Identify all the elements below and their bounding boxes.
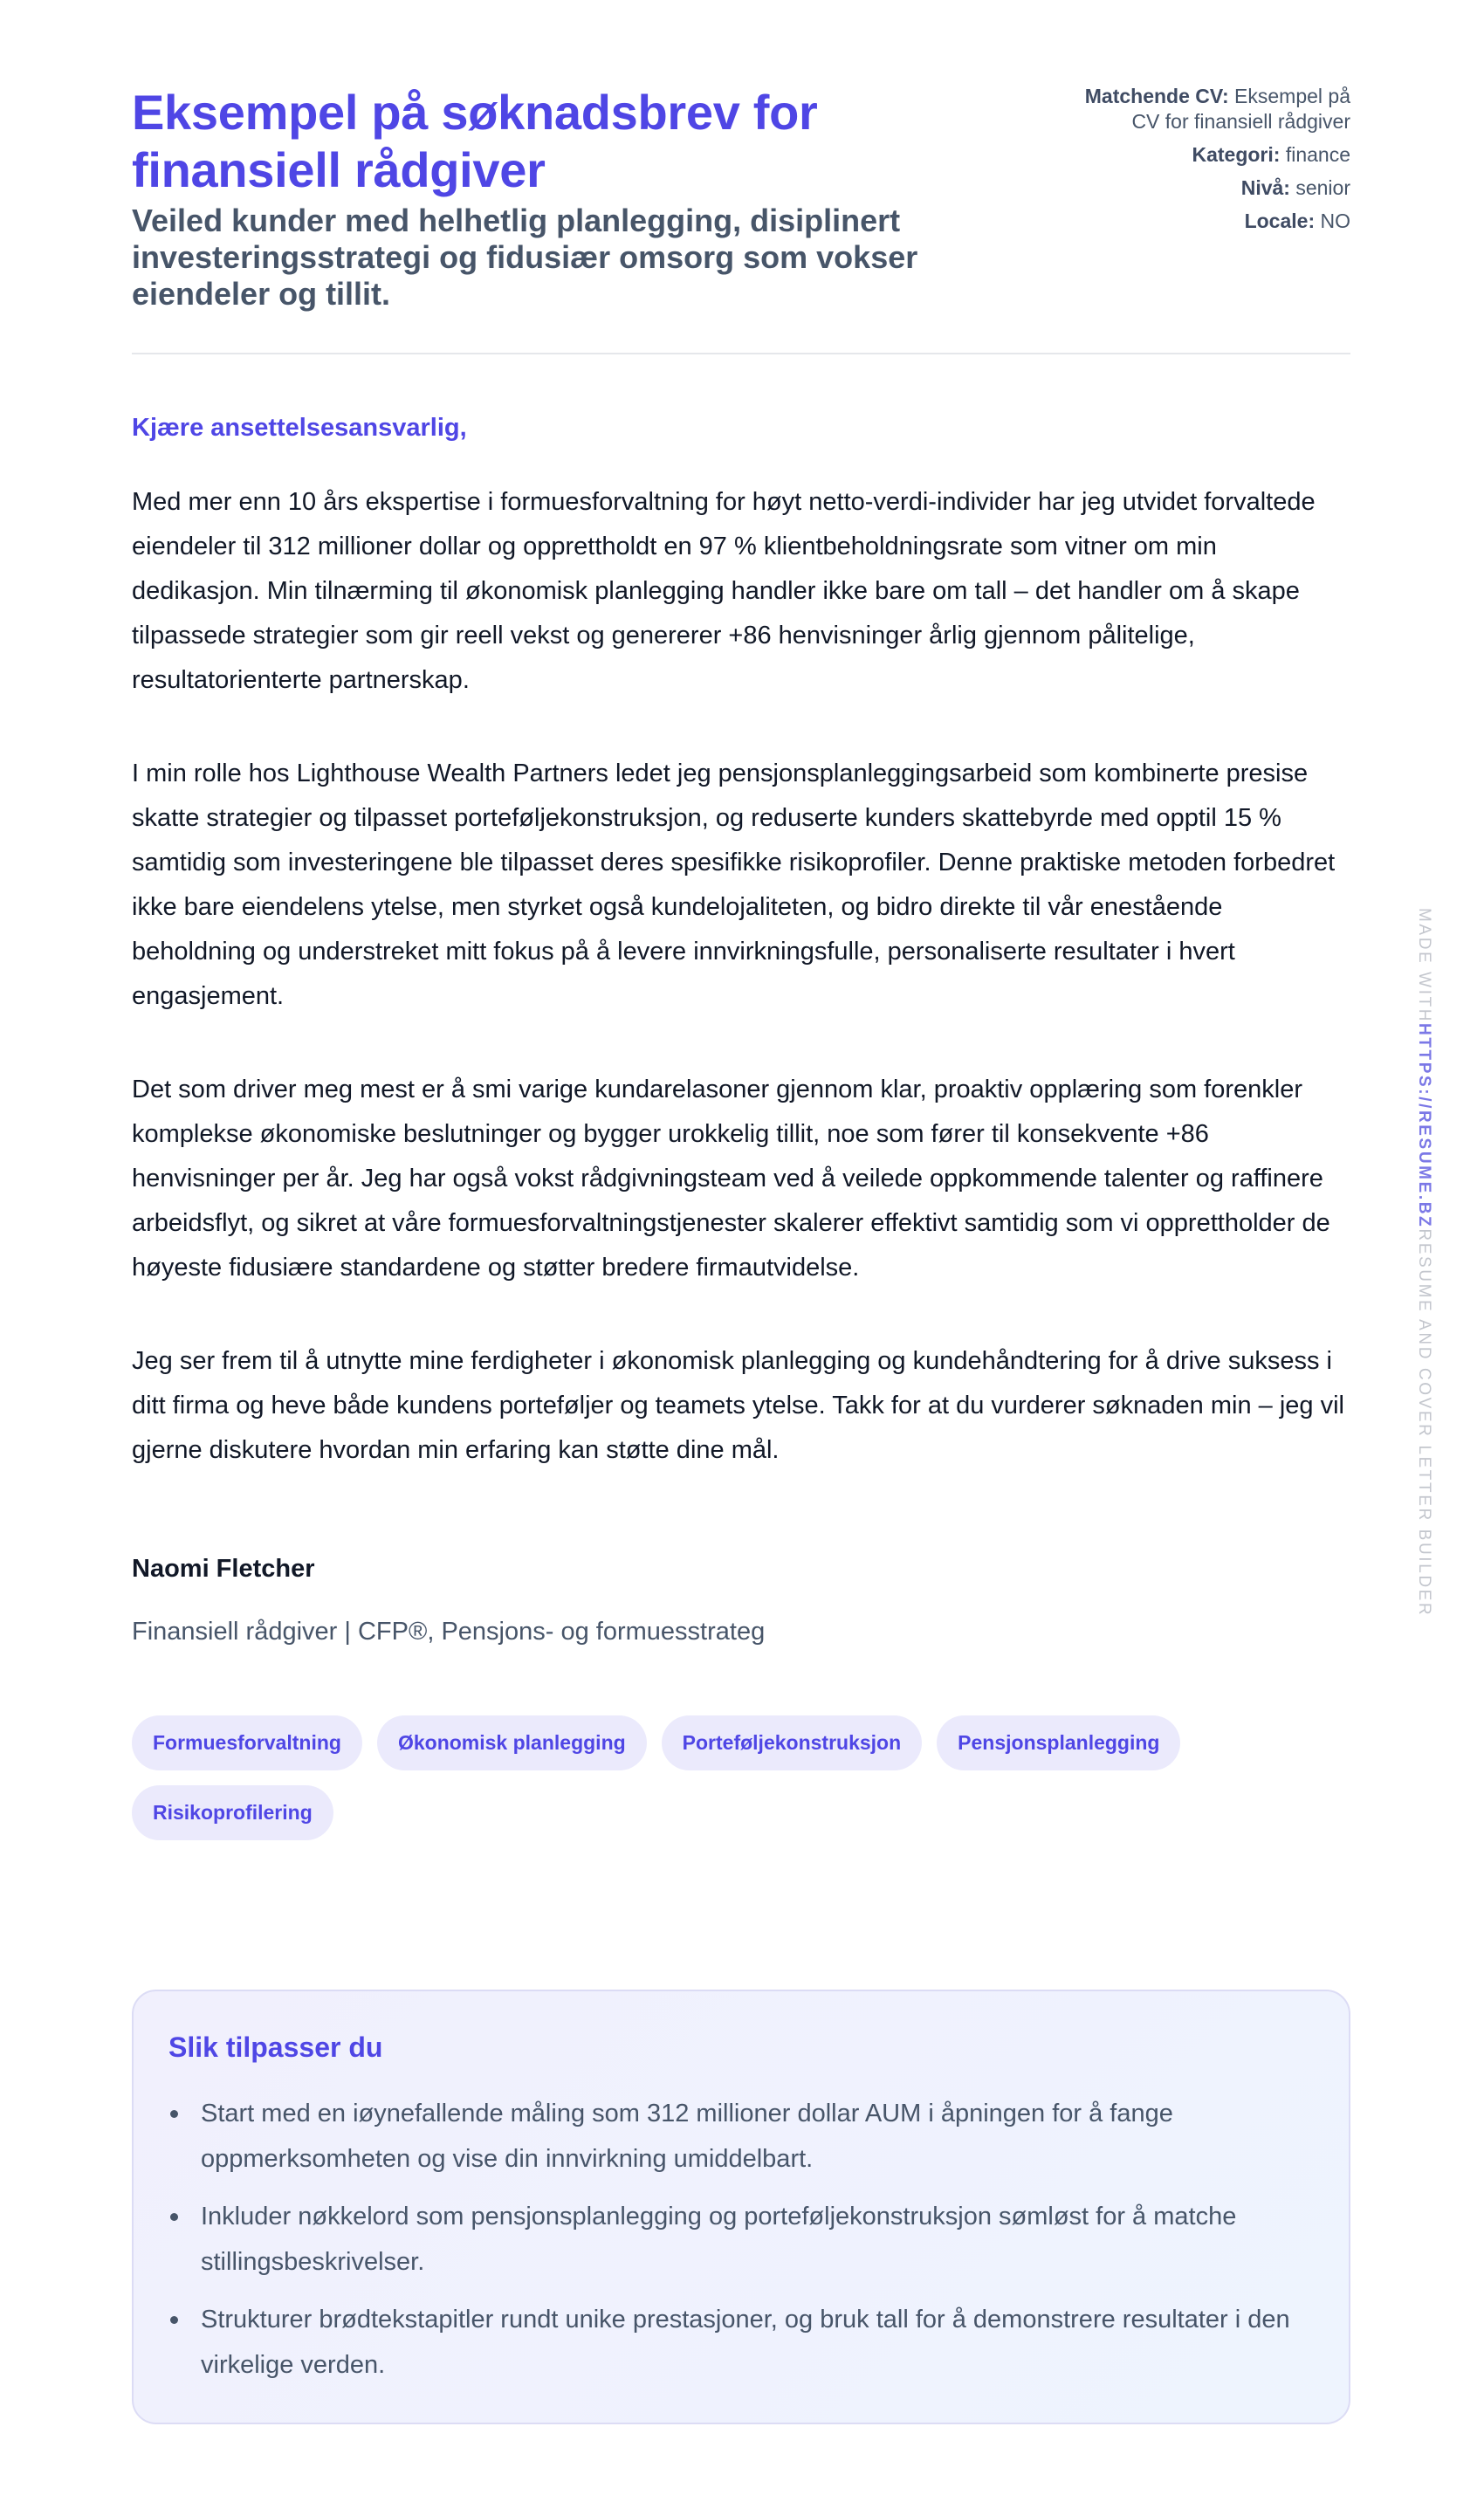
skill-tag: Økonomisk planlegging (377, 1715, 647, 1770)
tips-title: Slik tilpasser du (168, 2031, 383, 2063)
meta-key: Matchende CV: (1084, 85, 1229, 107)
meta-locale (1062, 209, 1350, 234)
meta-value: senior (1295, 176, 1350, 199)
letter-greeting: Kjære ansettelsesansvarlig, (132, 414, 467, 442)
meta-category (1062, 142, 1350, 168)
skill-tag: Porteføljekonstruksjon (662, 1715, 922, 1770)
skill-tag: Risikoprofilering (132, 1785, 333, 1840)
meta-value: Eksempel på CV for finansiell rådgiver (1131, 85, 1350, 133)
signature-name: Naomi Fletcher (132, 1555, 315, 1583)
skill-tag: Formuesforvaltning (132, 1715, 362, 1770)
signature-title: Finansiell rådgiver | CFP®, Pensjons- og formuesstrateg (132, 1618, 766, 1646)
tip-text: Inkluder nøkkelord som pensjonsplanlegging og porteføljekonstruksjon sømløst for å matche stillingsbeskrivelser. (201, 2203, 1237, 2276)
cover-letter-page (132, 0, 1350, 2379)
meta-matching-cv (1062, 84, 1350, 134)
letter-paragraph: I min rolle hos Lighthouse Wealth Partners ledet jeg pensjonsplanleggingsarbeid som kombinerte presise skatte strategier og tilpasset porteføljekonstruksjon, og reduserte kunders skattebyrde med opptil 15 % samtidig som investeringene ble tilpasset deres spesifikke risikoprofiler. Denne praktiske metoden forbedret ikke bare eiendelens ytelse, men styrket også kundelojaliteten, og bidro direkte til vår enestående beholdning og understreket mitt fokus på å levere innvirkningsfulle, personaliserte resultater i hvert engasjement. (132, 760, 1336, 1010)
watermark (1407, 908, 1433, 1624)
letter-paragraph: Jeg ser frem til å utnytte mine ferdigheter i økonomisk planlegging og kundehåndtering for å drive suksess i ditt firma og heve både kundens porteføljer og teamets ytelse. Takk for at du vurderer søknaden min – jeg vil gjerne diskutere hvordan min erfaring kan støtte dine mål. (132, 1347, 1344, 1464)
page-title: Eksempel på søknadsbrev for finansiell rådgiver (132, 85, 818, 197)
tip-item (168, 2194, 1295, 2285)
meta-value: finance (1285, 143, 1350, 166)
letter-paragraph: Det som driver meg mest er å smi varige kundarelasoner gjennom klar, proaktiv opplæring som forenkler komplekse økonomiske beslutninger og bygger urokkelig tillit, noe som fører til konsekvente +86 henvisninger per år. Jeg har også vokst rådgivningsteam ved å veilede oppkommende talenter og raffinere arbeidsflyt, og sikret at våre formuesforvaltningstjenester skalerer effektivt samtidig som vi opprettholder de høyeste fidusiære standardene og støtter bredere firmautvidelse. (132, 1076, 1330, 1282)
signature-block (132, 1553, 1350, 1647)
meta-key: Locale: (1244, 210, 1316, 232)
letter-body (132, 412, 1350, 1647)
bullet-icon (170, 2316, 178, 2324)
page-subtitle: Veiled kunder med helhetlig planlegging, disiplinert investeringsstrategi og fidusiær omsorg som vokser eiendeler og tillit. (132, 203, 918, 312)
meta-value: NO (1320, 210, 1350, 232)
tip-item (168, 2091, 1295, 2182)
meta-key: Kategori: (1192, 143, 1281, 166)
meta-level (1062, 175, 1350, 201)
tip-text: Start med en iøynefallende måling som 312 millioner dollar AUM i åpningen for å fange oppmerksomheten og vise din innvirkning umiddelbart. (201, 2100, 1173, 2173)
watermark-suffix: RESUME AND COVER LETTER BUILDER (1415, 1228, 1433, 1618)
watermark-link[interactable]: HTTPS://RESUME.BZ (1415, 1023, 1433, 1229)
tip-item (168, 2297, 1295, 2388)
tip-text: Strukturer brødtekstapitler rundt unike prestasjoner, og bruk tall for å demonstrere resultater i den virkelige verden. (201, 2306, 1290, 2379)
watermark-prefix: MADE WITH (1415, 908, 1433, 1024)
page-header (132, 0, 1350, 354)
bullet-icon (170, 2213, 178, 2221)
skill-tags (132, 1715, 1267, 1840)
bullet-icon (170, 2110, 178, 2118)
customization-tips-box (132, 1990, 1350, 2424)
letter-paragraph: Med mer enn 10 års ekspertise i formuesforvaltning for høyt netto-verdi-individer har jeg utvidet forvaltede eiendeler til 312 millioner dollar og opprettholdt en 97 % klientbeholdningsrate som vitner om min dedikasjon. Min tilnærming til økonomisk planlegging handler ikke bare om tall – det handler om å skape tilpassede strategier som gir reell vekst og genererer +86 henvisninger årlig gjennom pålitelige, resultatorienterte partnerskap. (132, 488, 1316, 694)
skill-tag: Pensjonsplanlegging (937, 1715, 1180, 1770)
tips-list (168, 2091, 1314, 2388)
meta-key: Nivå: (1240, 176, 1290, 199)
meta-info (1062, 84, 1350, 242)
